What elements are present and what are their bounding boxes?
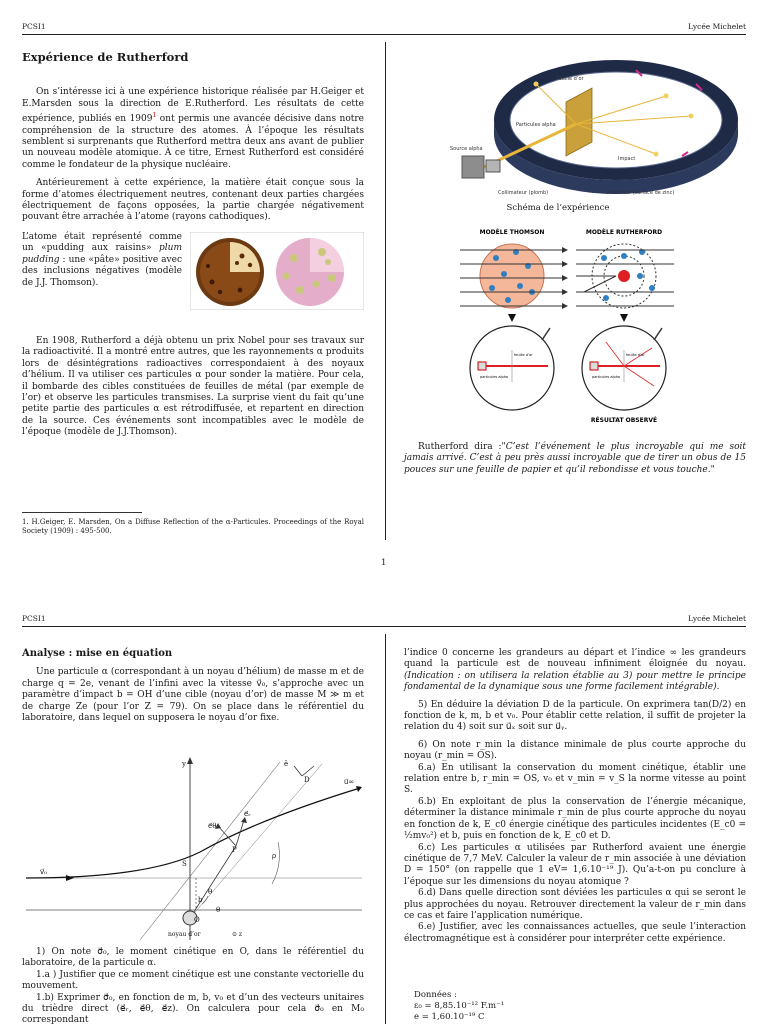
question-1b: 1.b) Exprimer σ⃗₀, en fonction de m, b, v₀ et d’un des vecteurs unitaires du trièdre direct (e⃗ᵣ, e⃗θ, e⃗z). On calculera pour cela σ⃗₀ en M₀ correspondant xyxy=(22,992,364,1026)
plum-pudding-image xyxy=(190,232,364,310)
header-right-2: Lycée Michelet xyxy=(688,614,746,623)
donnees-block xyxy=(414,990,714,1023)
donnee-charge: e = 1,60.10⁻¹⁹ C xyxy=(414,1012,485,1022)
questions-left xyxy=(22,947,364,1027)
page-header-2 xyxy=(22,614,746,627)
label-collimateur: Collimateur (plomb) xyxy=(498,190,549,196)
page-header xyxy=(22,22,746,35)
label-particules-small: particules alpha xyxy=(480,375,509,379)
footnote-rule xyxy=(22,512,142,513)
column-divider xyxy=(385,42,386,540)
label-rutherford: MODÈLE RUTHERFORD xyxy=(585,229,663,236)
rutherford-quote: Rutherford dira :"C’est l’événement le plus incroyable qui me soit jamais arrivé. C’est à peu près aussi incroyable que de tirer un obus de 15 pouces sur une feuille de papier et qu’il rebondisse et vous touche." xyxy=(404,442,746,475)
section-title: Expérience de Rutherford xyxy=(22,50,189,64)
schema-caption: Schéma de l’expérience xyxy=(506,203,610,213)
analysis-intro: Une particule α (correspondant à un noyau d’hélium) de masse m et de charge q = 2e, venant de l’infini avec la vitesse v⃗₀, s’approche avec un paramètre d’impact b = OH d’une cible (noyau d’or) de masse M ≫ m et de charge Ze (pour l’or Z = 79). On se place dans le référentiel du laboratoire, dans lequel on supposera le noyau d’or fixe. xyxy=(22,667,364,724)
right-intro: l’indice 0 concerne les grandeurs au départ et l’indice ∞ les grandeurs quand la particule est de nouveau infiniment éloignée du noyau. (Indication : on utilisera la relation établie au 3) pour mettre le principe fondamental de la dynamique sous une forme facilement intégrable). xyxy=(404,648,746,693)
column-divider-2 xyxy=(385,634,386,1024)
section-title-2: Analyse : mise en équation xyxy=(22,648,173,659)
label-uinf: u⃗∞ xyxy=(344,778,355,786)
paragraph-2: Antérieurement à cette expérience, la matière était conçue sous la forme d’atomes électriquement neutres, contenant deux parties chargées électriquement de façons opposées, la partie chargée négativement pouvant être arrachée à l’atome (rayons cathodiques). xyxy=(22,178,364,223)
experiment-diagram xyxy=(446,44,752,202)
donnees-title: Données : xyxy=(414,990,457,1000)
models-diagram xyxy=(456,222,680,430)
label-particules: Particules alpha xyxy=(516,122,556,128)
label-rho: ρ xyxy=(272,852,277,860)
question-6d: 6.d) Dans quelle direction sont déviées les particules α qui se seront le plus approchées du noyau. Retrouver directement la valeur de r_min dans ce cas et faire l’application numérique. xyxy=(404,888,746,921)
paragraph-3: L’atome était représenté comme un «pudding aux raisins» plum pudding : une «pâte» positive avec des inclusions négatives (modèle de J.J. Thomson). xyxy=(22,231,182,288)
left-column xyxy=(22,52,364,439)
label-y: y xyxy=(182,760,186,768)
question-6b: 6.b) En exploitant de plus la conservation de l’énergie mécanique, déterminer la distance minimale r_min de plus courte approche du noyau en fonction de k, E_c0 énergie cinétique des particules incidentes (E_c0 = ½mv₀²) et b, puis en fonction de k, E_c0 et D. xyxy=(404,796,746,842)
label-detecteur: Détecteur (surface de zinc) xyxy=(606,190,675,196)
label-impact: Impact xyxy=(618,156,636,162)
label-b: b xyxy=(198,896,203,904)
question-6: 6) On note r_min la distance minimale de plus courte approche du noyau (r_min = OS). xyxy=(404,739,746,762)
header-left-2: PCSI1 xyxy=(22,614,46,623)
left-column-2 xyxy=(22,648,364,724)
label-S: S xyxy=(182,860,187,868)
label-noyau: noyau d’or xyxy=(168,931,201,938)
right-column-2 xyxy=(404,648,746,945)
label-feuille: Feuille d’or xyxy=(556,76,584,82)
header-left: PCSI1 xyxy=(22,22,46,31)
label-feuille-small-2: feuille d’or xyxy=(626,353,645,357)
label-thomson: MODÈLE THOMSON xyxy=(479,229,545,236)
label-er: e⃗ᵣ xyxy=(244,810,251,818)
label-resultat: RÉSULTAT OBSERVÉ xyxy=(590,417,658,424)
label-feuille-small: feuille d’or xyxy=(514,353,533,357)
page-number: 1 xyxy=(381,558,387,568)
footnote-ref[interactable]: 1 xyxy=(152,112,157,120)
label-etheta: e⃗θ xyxy=(208,822,217,830)
label-source: Source alpha xyxy=(450,146,483,152)
question-1: 1) On note σ⃗₀, le moment cinétique en O, dans le référentiel du laboratoire, de la particule α. xyxy=(22,947,364,969)
page-2 xyxy=(0,604,768,1024)
label-P: P xyxy=(232,846,237,854)
label-D: D xyxy=(304,776,310,784)
donnee-epsilon0: ε₀ = 8,85.10⁻¹² F.m⁻¹ xyxy=(414,1001,505,1011)
footnote: 1. H.Geiger, E. Marsden, On a Diffuse Reflection of the α-Particules. Proceedings of the Royal Society (1909) : 495-500. xyxy=(22,518,364,535)
intro-paragraph: On s’intéresse ici à une expérience historique réalisée par H.Geiger et E.Marsden sous la direction de E.Rutherford. Les résultats de cette expérience, publiés en 1909$^1$ ont permis une avancée décisive dans notre compréhension de la structure des atomes. À l’époque les résultats semblent si surprenants que Rutherford mettra deux ans avant de publier un nouveau modèle atomique. À ce titre, Ernest Rutherford est considéré comme le fondateur de la physique nucléaire. xyxy=(22,87,364,170)
question-6a: 6.a) En utilisant la conservation du moment cinétique, établir une relation entre b, r_min = OS, v₀ et v_min = v_S la norme vitesse au point S. xyxy=(404,762,746,796)
header-right: Lycée Michelet xyxy=(688,22,746,31)
trajectory-diagram xyxy=(22,754,366,944)
question-6e: 6.e) Justifier, avec les connaissances actuelles, que seule l’interaction électromagnétique est à considérer pour interpréter cette expérience. xyxy=(404,922,746,944)
question-1a: 1.a ) Justifier que ce moment cinétique est une constante vectorielle du mouvement. xyxy=(22,969,364,992)
question-5: 5) En déduire la déviation D de la particule. On exprimera tan(D/2) en fonction de k, m, b et v₀. Pour établir cette relation, il suffit de projeter la relation du 4) soit sur u⃗ₓ soit sur u⃗ᵧ. xyxy=(404,699,746,733)
label-ur: ê xyxy=(284,760,289,768)
label-O: O xyxy=(194,916,200,924)
label-v0: v⃗₀ xyxy=(40,868,47,876)
question-6c: 6.c) Les particules α utilisées par Rutherford avaient une énergie cinétique de 7,7 MeV. Calculer la valeur de r_min associée à une déviation D = 150° (on rappelle que 1 eV= 1,6.10⁻¹⁹ J). Qu’a-t-on pu conclure à l’époque sur les dimensions du noyau atomique ? xyxy=(404,842,746,887)
paragraph-4: En 1908, Rutherford a déjà obtenu un prix Nobel pour ses travaux sur la radioactivité. Il a montré entre autres, que les rayonnements α produits lors de désintégrations radioactives correspondaient à des noyaux d’hélium. Il va utiliser ces particules α pour sonder la matière. Pour cela, il bombarde des cibles constituées de feuilles de métal (par exemple de l’or) et observe les particules transmises. La surprise vient du fait qu’une petite partie des particules α est rétrodiffusée, et repartent en direction de la source. Ces événements sont incompatibles avec le modèle de l’époque (modèle de J.J.Thomson). xyxy=(22,335,364,438)
label-theta: θ xyxy=(208,888,213,896)
plum-pudding-block xyxy=(22,232,364,310)
label-theta-2: θ xyxy=(216,906,221,914)
label-uz: ⊙ z xyxy=(232,931,243,938)
label-particules-small-2: particules alpha xyxy=(592,375,621,379)
